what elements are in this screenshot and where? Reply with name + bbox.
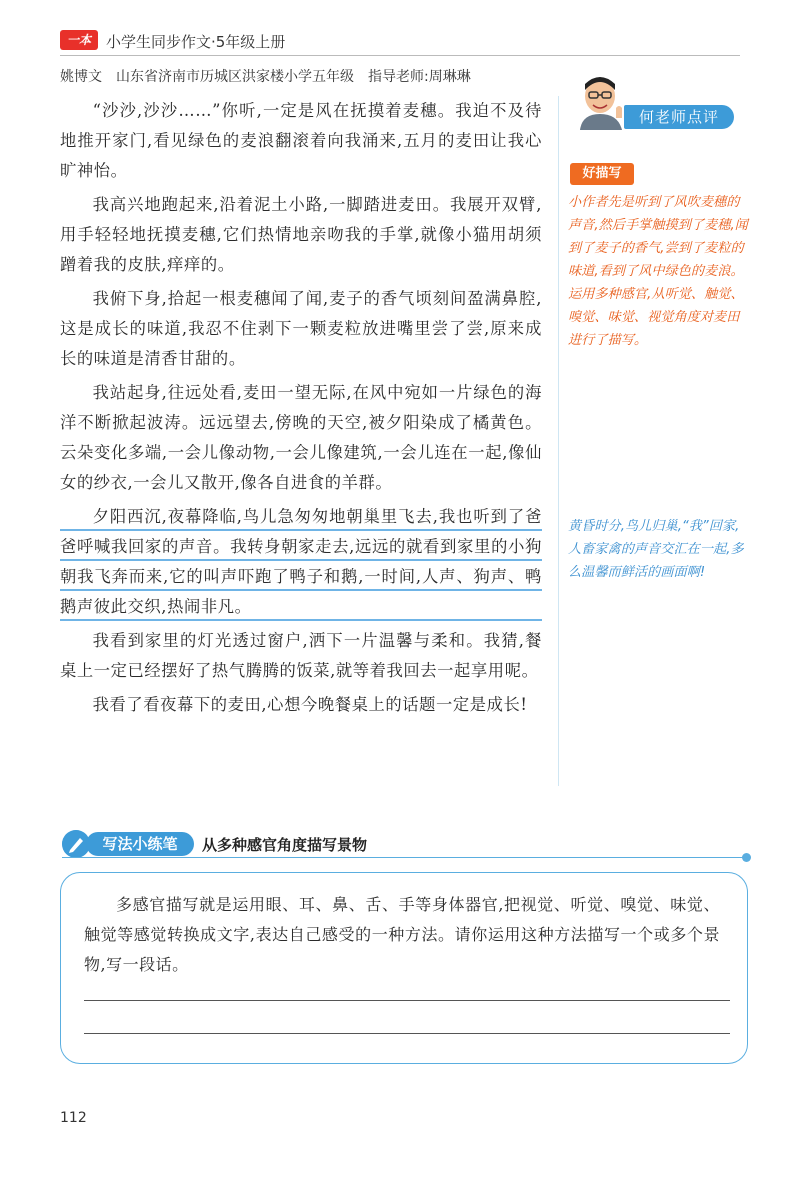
author-name: 姚博文 <box>60 69 102 85</box>
section-divider <box>62 857 744 858</box>
paragraph: 我看到家里的灯光透过窗户,洒下一片温馨与柔和。我猜,餐桌上一定已经摆好了热气腾腾的饭菜,就等着我回去一起享用呢。 <box>60 631 542 680</box>
margin-divider <box>558 96 559 786</box>
section-divider-dot <box>742 853 751 862</box>
brand-logo: 一本 <box>60 30 98 50</box>
highlighted-paragraph: 夕阳西沉,夜幕降临,鸟儿急匆匆地朝巢里飞去,我也听到了爸爸呼喊我回家的声音。我转身朝家走去,远远的就看到家里的小狗朝我飞奔而来,它的叫声吓跑了鸭子和鹅,一时间,人声、狗声、鸭鹅声彼此交织,热闹非凡。 <box>60 502 542 622</box>
teacher-comment-banner: 何老师点评 <box>624 105 734 129</box>
paragraph: 我站起身,往远处看,麦田一望无际,在风中宛如一片绿色的海洋不断掀起波涛。远远望去,傍晚的天空,被夕阳染成了橘黄色。云朵变化多端,一会儿像动物,一会儿像建筑,一会儿连在一起,像仙女的纱衣,一会儿又散开,像各自进食的羊群。 <box>60 383 542 492</box>
practice-badge: 写法小练笔 <box>86 832 194 856</box>
page-number: 112 <box>60 1110 87 1126</box>
author-teacher: 指导老师:周琳琳 <box>368 69 471 85</box>
essay-body <box>60 96 542 724</box>
paragraph: “沙沙,沙沙……”你听,一定是风在抚摸着麦穗。我迫不及待地推开家门,看见绿色的麦浪翻滚着向我涌来,五月的麦田让我心旷神怡。 <box>60 101 542 180</box>
paragraph: 我看了看夜幕下的麦田,心想今晚餐桌上的话题一定是成长! <box>92 695 528 714</box>
teacher-comment-senses: 小作者先是听到了风吹麦穗的声音,然后手掌触摸到了麦穗,闻到了麦子的香气,尝到了麦粒的味道,看到了风中绿色的麦浪。运用多种感官,从听觉、触觉、嗅觉、味觉、视觉角度对麦田进行了描写。 <box>568 195 748 348</box>
writing-line <box>84 1000 730 1001</box>
book-title: 小学生同步作文·5年级上册 <box>106 33 286 51</box>
teacher-comment-dusk: 黄昏时分,鸟儿归巢,“我”回家,人畜家禽的声音交汇在一起,多么温馨而鲜活的画面啊! <box>568 519 744 580</box>
practice-title: 从多种感官角度描写景物 <box>202 836 368 854</box>
paragraph: 我高兴地跑起来,沿着泥土小路,一脚踏进麦田。我展开双臂,用手轻轻地抚摸麦穗,它们热情地亲吻我的手掌,就像小猫用胡须蹭着我的皮肤,痒痒的。 <box>60 195 542 274</box>
paragraph: 我俯下身,拾起一根麦穗闻了闻,麦子的香气顷刻间盈满鼻腔,这是成长的味道,我忍不住剥下一颗麦粒放进嘴里尝了尝,原来成长的味道是清香甘甜的。 <box>60 289 542 368</box>
author-school: 山东省济南市历城区洪家楼小学五年级 <box>116 69 354 85</box>
good-description-tag: 好描写 <box>570 163 634 185</box>
practice-instructions: 多感官描写就是运用眼、耳、鼻、舌、手等身体器官,把视觉、听觉、嗅觉、味觉、触觉等感觉转换成文字,表达自己感受的一种方法。请你运用这种方法描写一个或多个景物,写一段话。 <box>84 895 720 974</box>
header-divider <box>60 55 740 56</box>
author-line <box>60 66 550 86</box>
writing-line <box>84 1033 730 1034</box>
teacher-avatar <box>576 72 630 130</box>
